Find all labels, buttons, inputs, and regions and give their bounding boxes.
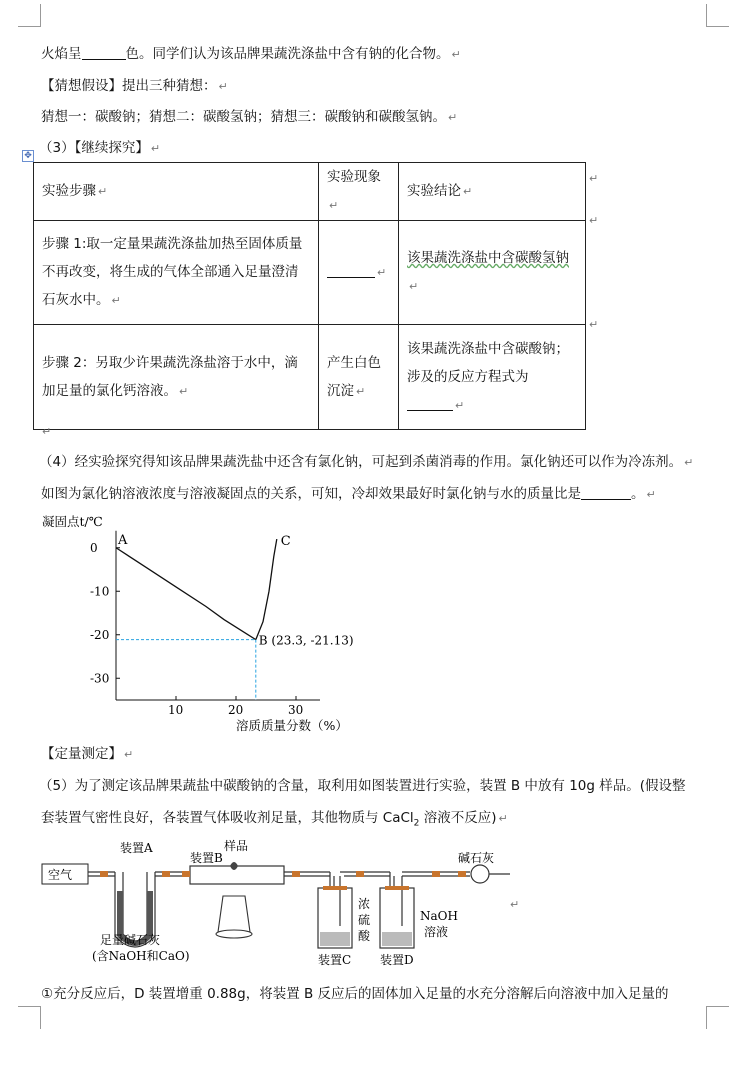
label-device-b: 装置B [190, 851, 223, 865]
table-move-handle-icon[interactable]: ✥ [22, 150, 34, 162]
air-label: 空气 [48, 868, 73, 882]
header-conclusion: 实验结论 ↵ [399, 163, 586, 221]
text-line-3: 猜想一：碳酸钠；猜想二：碳酸氢钠；猜想三：碳酸钠和碳酸氢钠。 ↵ [41, 109, 458, 125]
text-line-5: （4）经实验探究得知该品牌果蔬洗盐中还含有氯化钠，可起到杀菌消毒的作用。氯化钠还可以作为冷冻剂。 ↵ [39, 454, 694, 470]
point-label-c: C [280, 534, 291, 550]
point-label-b: B (23.3, -21.13) [258, 633, 354, 648]
series-line-0 [116, 548, 256, 640]
text-line-9: 套装置气密性良好，各装置气体吸收剂足量，其他物质与 CaCl$_2$ 溶液不反应) ↵ [41, 810, 508, 829]
label-acid-3: 酸 [358, 929, 371, 943]
answer-blank[interactable] [82, 45, 126, 60]
label-foot-2: (含NaOH和CaO) [92, 949, 190, 963]
text-line-6: 如图为氯化钠溶液浓度与溶液凝固点的关系，可知，冷却效果最好时氯化钠与水的质量比是 。 ↵ [41, 486, 656, 502]
row2-conclusion: 该果蔬洗涤盐中含碳酸钠； 涉及的反应方程式为 ↵ [399, 325, 586, 430]
answer-blank[interactable] [327, 263, 375, 278]
header-phenomenon: 实验现象↵ [319, 163, 399, 221]
y-tick-label: -20 [90, 627, 110, 642]
label-sample: 样品 [224, 839, 249, 853]
row1-step: 步骤 1:取一定量果蔬洗涤盐加热至固体质量 不再改变，将生成的气体全部通入足量澄清 石灰水中。 ↵ [34, 221, 319, 325]
row1-conclusion: 该果蔬洗涤盐中含碳酸氢钠↵ [399, 221, 586, 325]
series-line-1 [256, 539, 277, 640]
label-device-d: 装置D [380, 953, 414, 967]
label-naoh-2: 溶液 [424, 925, 449, 939]
label-foot-1: 足量碱石灰 [100, 933, 161, 947]
x-tick-label: 30 [288, 703, 304, 717]
y-axis-label: 凝固点t/℃ [42, 514, 103, 529]
text-line-8: （5）为了测定该品牌果蔬盐中碳酸钠的含量，取利用如图装置进行实验，装置 B 中放有 10g 样品。(假设整 [39, 778, 686, 794]
row2-step: 步骤 2：另取少许果蔬洗涤盐溶于水中，滴 加足量的氯化钙溶液。 ↵ [34, 325, 319, 430]
y-tick-label: -10 [90, 584, 110, 599]
answer-blank[interactable] [581, 485, 631, 500]
row2-phenomenon: 产生白色 沉淀 ↵ [319, 325, 399, 430]
experiment-table [33, 162, 586, 430]
answer-blank[interactable] [407, 396, 453, 411]
x-axis-label: 溶质质量分数（%） [236, 718, 348, 732]
freezing-point-chart [40, 512, 380, 732]
text-line-2: 【猜想假设】提出三种猜想： ↵ [41, 78, 228, 94]
apparatus-diagram [40, 836, 520, 976]
label-lime: 碱石灰 [458, 851, 495, 865]
y-tick-label: -30 [90, 671, 110, 686]
text-line-7: 【定量测定】 ↵ [41, 746, 134, 762]
label-device-a: 装置A [120, 841, 153, 855]
row1-phenomenon: ↵ [319, 221, 399, 325]
text-line-1: 火焰呈 色。同学们认为该品牌果蔬洗涤盐中含有钠的化合物。 ↵ [41, 46, 461, 62]
x-tick-label: 10 [168, 703, 184, 717]
text-line-4: （3）【继续探究】 ↵ [39, 140, 161, 156]
point-label-a: A [118, 532, 128, 548]
label-acid-1: 浓 [358, 897, 371, 911]
x-tick-label: 20 [228, 703, 244, 717]
y-tick-label: 0 [90, 540, 98, 555]
label-device-c: 装置C [318, 953, 352, 967]
label-naoh-1: NaOH [420, 909, 458, 923]
label-acid-2: 硫 [358, 913, 371, 927]
header-step: 实验步骤 ↵ [34, 163, 319, 221]
text-line-10: ①充分反应后，D 装置增重 0.88g，将装置 B 反应后的固体加入足量的水充分溶解后向溶液中加入足量的 [41, 986, 669, 1002]
